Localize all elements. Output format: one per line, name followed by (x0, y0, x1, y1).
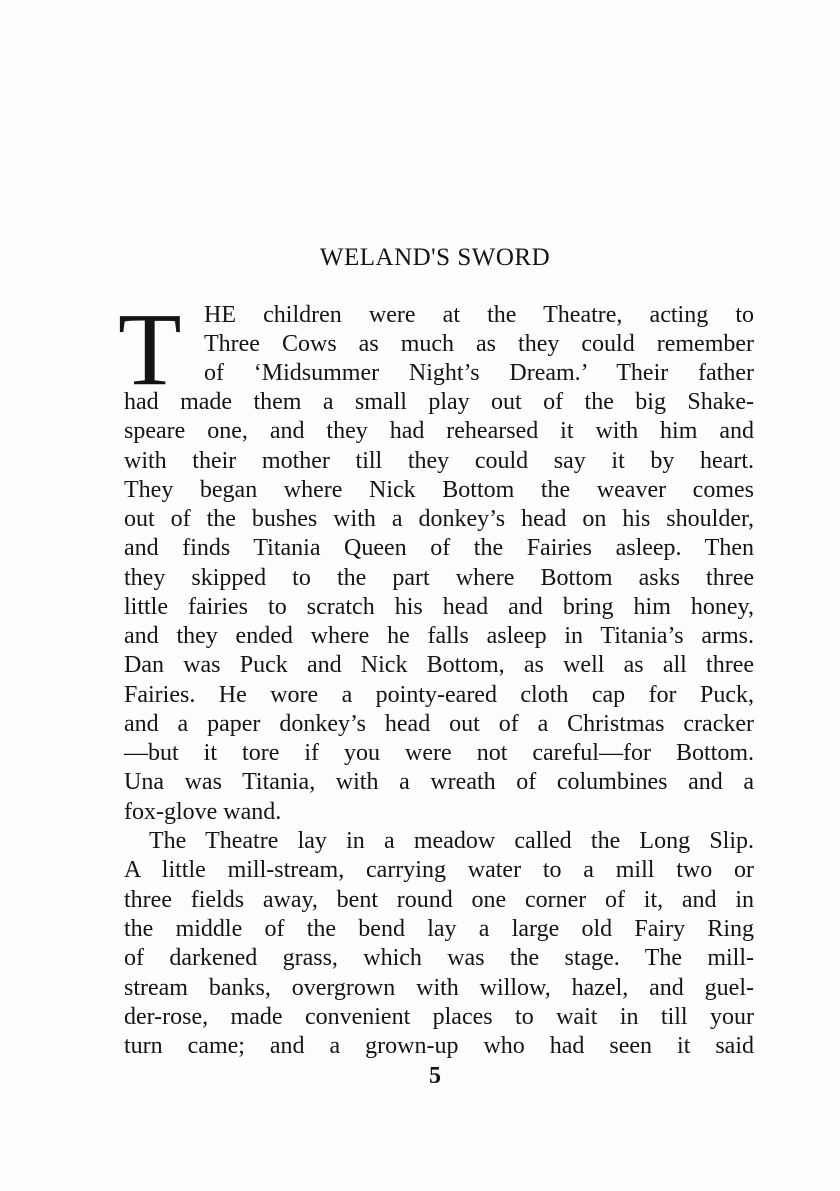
text-line: A little mill-stream, carrying water to a mill two or (124, 857, 754, 883)
text-line: speare one, and they had rehearsed it with him and (124, 418, 754, 444)
text-line: Dan was Puck and Nick Bottom, as well as all three (124, 652, 754, 678)
chapter-title: WELAND'S SWORD (319, 244, 551, 271)
text-line: —but it tore if you were not careful—for Bottom. (124, 740, 754, 766)
text-line: The Theatre lay in a meadow called the Long Slip. (149, 828, 754, 854)
text-line: turn came; and a grown-up who had seen it said (124, 1033, 754, 1059)
text-line: stream banks, overgrown with willow, hazel, and guel- (124, 975, 754, 1001)
text-line: they skipped to the part where Bottom asks three (124, 565, 754, 591)
drop-cap: T (118, 292, 182, 407)
text-line: with their mother till they could say it by heart. (124, 448, 754, 474)
page-number: 5 (429, 1063, 441, 1089)
text-line: three fields away, bent round one corner of it, and in (124, 887, 754, 913)
text-line: out of the bushes with a donkey’s head on his shoulder, (124, 506, 754, 532)
text-line: and finds Titania Queen of the Fairies asleep. Then (124, 535, 754, 561)
text-line: der-rose, made convenient places to wait in till your (124, 1004, 754, 1030)
text-line: and a paper donkey’s head out of a Christmas cracker (124, 711, 754, 737)
text-line: the middle of the bend lay a large old Fairy Ring (124, 916, 754, 942)
text-line: of darkened grass, which was the stage. The mill- (124, 945, 754, 971)
text-line: and they ended where he falls asleep in Titania’s arms. (124, 623, 754, 649)
text-line: fox-glove wand. (124, 799, 282, 825)
text-line: had made them a small play out of the big Shake- (124, 389, 754, 415)
text-line: Three Cows as much as they could remember (204, 331, 754, 357)
text-line: HE children were at the Theatre, acting to (204, 302, 754, 328)
text-line: little fairies to scratch his head and bring him honey, (124, 594, 754, 620)
text-line: of ‘Midsummer Night’s Dream.’ Their father (204, 360, 754, 386)
text-line: Fairies. He wore a pointy-eared cloth cap for Puck, (124, 682, 754, 708)
text-line: They began where Nick Bottom the weaver comes (124, 477, 754, 503)
text-line: Una was Titania, with a wreath of columbines and a (124, 769, 754, 795)
